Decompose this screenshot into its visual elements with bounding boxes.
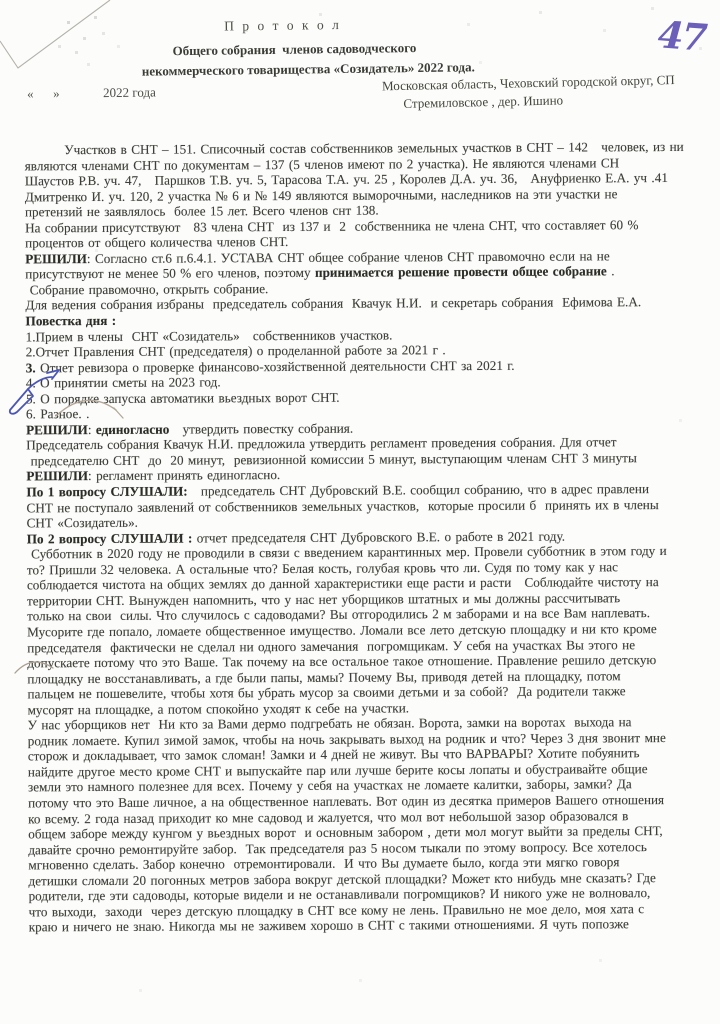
text-segment: Отчет ревизора о проверке финансово-хозяйственной деятельности СНТ за 2021 г. [35,357,515,375]
pencil-arc-mark [52,384,128,422]
text-segment: утвердить повестку собрания. [169,420,354,437]
text-segment: 1.Прием в члены СНТ «Созидатель» собственников участков. [25,327,393,344]
protocol-subtitle-1: Общего собрания членов садоводческого [172,40,417,59]
text-segment: Собрание правомочно, открыть собрание. [25,281,269,298]
text-segment: давайте срочно ремонтируйте забор. Так председателя раз 5 носом тыкали по этому вопросу. Все хотелось [28,838,647,857]
text-segment: сторож и докладывает, что замок сломан! Замки и 4 дней не живут. Вы что ВАРВАРЫ? Хотите побуянить [27,745,640,764]
text-segment: Шаустов Р.В. уч. 47, Паршков Т.В. уч. 5, Тарасова Т.А. уч. 25 , Королев Д.А. уч. 36, Ануфриенко Е.А. уч .41 [24,170,668,189]
text-segment: Для ведения собрания избраны председатель собрания Квачук Н.И. и секретарь собрания Ефимова Е.А. [25,294,642,313]
text-segment: : Согласно ст.6 п.6.4.1. УСТАВА СНТ общее собрание членов СНТ правомочно если на не [86,248,610,266]
text-segment: Дмитренко И. уч. 120, 2 участка № 6 и № 149 являются выморочными, наследников на эти участки не [24,185,618,205]
text-segment: Председатель собрания Квачук Н.И. предложила утвердить регламент проведения собрания. Для отчет [26,434,617,453]
date-quotes: « » [26,85,60,102]
bold-text-segment: По 1 вопросу СЛУШАЛИ: [26,483,188,500]
text-segment: отчет председателя СНТ Дубровского В.Е. о работе в 2021 году. [192,528,566,546]
protocol-title: П р о т о к о л [224,17,342,34]
text-segment: что выходи, заходи через детскую площадку в СНТ все кому не лень. Правильно не мое дело, моя хата с [28,900,645,920]
text-segment: соблюдается чистота на общих землях до данной характеристики еще расти и расти Соблюдайте чистоту на [26,574,659,593]
bold-text-segment: РЕШИЛИ [26,468,89,484]
text-segment: являются членами СНТ по документам – 137 (5 членов имеют по 2 участка). Не являются членами СН [24,154,620,173]
text-segment: детишки сломали 20 погонных метров забора вокруг детской площадки? Может кто нибудь мне сказать? Где [28,869,656,889]
text-segment: Мусорите где попало, ломаете общественное имущество. Ломали все лето детскую площадку и ни кто кроме [27,621,657,640]
text-segment: территории СНТ. Вынужден напомнить, что у нас нет уборщиков штатных и мы должны рассчитывать [26,590,621,609]
text-line [29,916,720,936]
text-segment: потому что это Ваше личное, а на общественное наплевать. Вот один из десятка примеров Вашего отношения [28,792,665,811]
handwritten-page-number: 47 [656,12,707,60]
text-segment: . [606,263,615,279]
text-segment: площадку не восстанавливать, а где были папы, мамы? Почему Вы, приводя детей на площадку, потом [27,667,621,686]
text-segment: только на свои силы. Что случилось с садоводами? Вы отгородились 2 м заборами и на все Вам наплевать. [27,605,651,624]
text-segment: 5. О порядке запуска автоматики вьездных ворот СНТ. [25,389,340,407]
text-segment: пальцем не пошевелите, чтобы хотя бы убрать мусор за своими детьми и за собой? Да родители также [27,683,626,702]
text-segment: допускаете потому что это Ваше. Так почему на все остальное такое отношение. Правление решило детскую [27,652,657,671]
bold-text-segment: Повестка дня : [25,312,117,329]
text-segment: краю и ничего не знаю. Никогда мы не заживем хорошо в СНТ с такими отношениями. Я чуть попозже [28,916,629,935]
text-segment: мусорят на площадке, а потом спокойно уходят к себе на участки. [27,700,410,718]
text-segment: председателя фактически не сделал ни одного замечания погромщикам. У себя на участках Вы этого не [27,636,636,655]
bold-text-segment: единогласно [95,421,170,437]
text-segment: Субботник в 2020 году не проводили в связи с введением карантинных мер. Провели субботник в этом году и [26,543,667,562]
text-segment: родник ломаете. Купил зимой замок, чтобы на ночь закрывать выход на родник и что? Через 3 дня звонит мне [27,729,666,749]
bold-text-segment: принимается решение провести общее собрание [314,263,607,281]
text-segment: СНТ «Созидатель». [26,514,138,531]
protocol-subtitle-2: некоммерческого товарищества «Созидатель» 2022 года. [141,59,475,79]
bold-text-segment: 3. [25,359,36,376]
bold-text-segment: РЕШИЛИ [26,421,88,438]
bold-text-segment: РЕШИЛИ [25,250,87,267]
text-segment: найдите другое место кроме СНТ и выпускайте пар или лучше берите косы лопаты и обустраивайте общие [27,760,648,780]
text-segment: : [87,421,96,437]
text-segment: СНТ не поступало заявлений от собственников земельных участков, которые просили б принять их в члены [26,496,659,515]
text-segment: Участков в СНТ – 151. Списочный состав собственников земельных участков в СНТ – 142 человек, из ни [24,138,684,158]
text-segment: председатель СНТ Дубровский В.Е. сообщил собранию, что в адрес правлени [187,481,650,499]
date-year: 2022 года [102,84,156,101]
text-segment: мгновенно сделать. Забор конечно отремонтировали. И что Вы думаете было, когда эти мягко говоря [28,854,620,873]
pencil-arc-small-mark [12,650,58,680]
text-segment: претензий не заявлялось более 15 лет. Всего членов снт 138. [24,202,379,220]
text-segment: земли это намного полезнее для всех. Почему у себя на участках не ломаете калитки, заборы, замки? Да [27,776,632,795]
text-segment: присутствуют не менее 50 % его членов, поэтому [25,265,315,282]
text-segment: ко всему. 2 года назад приходит ко мне садовод и жалуется, что мол вот небольшой зазор образовался в [28,807,629,826]
text-segment: процентов от общего количества членов СНТ. [25,234,289,251]
bold-text-segment: По 2 вопросу СЛУШАЛИ : [26,530,193,547]
text-segment: 4. О принятии сметы на 2023 год. [25,374,221,391]
text-segment: общем заборе между кунгом у вьездных ворот и основным забором , дети мол могут выйти за пределы СНТ, [28,823,663,842]
text-segment: то? Пришли 32 человека. А остальные что? Белая кость, голубая кровь что ли. Судя по тому как у нас [26,559,619,578]
text-segment: : регламент принять единогласно. [87,467,281,484]
text-segment: 6. Разное. . [25,406,90,422]
text-segment: родители, где эти садоводы, которые видели и не останавливали погромщиков? И никого уже не волновало, [28,885,651,904]
text-segment: У нас уборщиков нет Ни кто за Вами дермо подгребать не обязан. Ворота, замки на воротах выхода на [27,714,632,733]
location-line-1: Московская область, Чеховский городской округ, СП [381,72,675,94]
location-line-2: Стремиловское , дер. Ишино [403,92,564,111]
document-body [25,138,720,935]
text-segment: 2.Отчет Правления СНТ (председателя) о проделанной работе за 2021 г . [25,342,446,360]
text-segment: На собрании присутствуют 83 члена СНТ из 137 и 2 собственника не члена СНТ, что составляет 60 % [25,216,639,236]
text-segment: председателю СНТ до 20 минут, ревизионной комиссии 5 минут, выступающим членам СНТ 3 минуты [26,450,637,469]
